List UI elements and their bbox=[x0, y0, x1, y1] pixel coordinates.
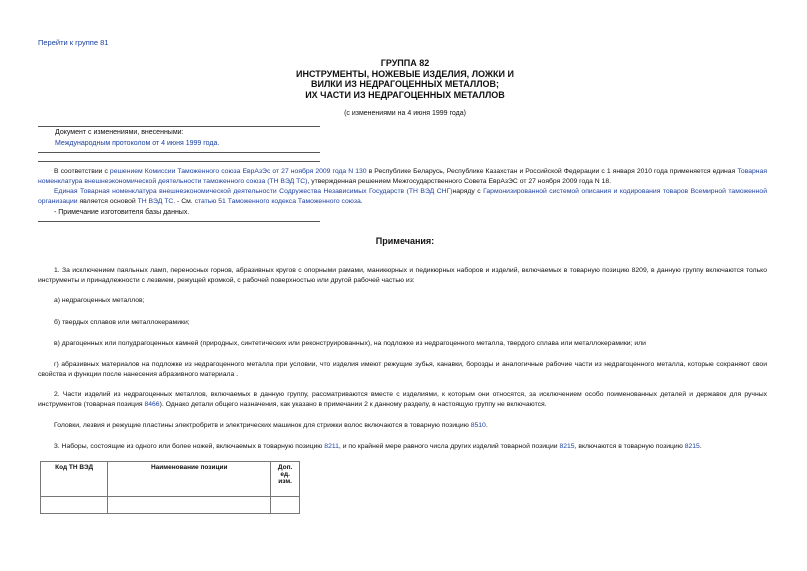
heading-8211-link[interactable]: 8211 bbox=[324, 443, 339, 450]
tnved-ts-link-2[interactable]: ТН ВЭД ТС bbox=[137, 198, 174, 205]
note-1v: в) драгоценных или полудрагоценных камней (природных, синтетических или реконструированных), на подложке из недрагоценного металла, твердого сплава или металлокерамики; или bbox=[54, 340, 646, 347]
doc-changes-label: Документ с изменениями, внесенными: bbox=[55, 129, 184, 136]
codes-table bbox=[40, 461, 300, 514]
db-maker-note: - Примечание изготовителя базы данных. bbox=[54, 209, 190, 216]
notes-heading: Примечания: bbox=[375, 236, 435, 246]
note-1a: а) недрагоценных металлов; bbox=[54, 297, 145, 304]
column-header-name: Наименование позиции bbox=[108, 462, 271, 497]
protocol-link[interactable]: Международным протоколом от 4 июня 1999 года. bbox=[55, 140, 220, 147]
tnved-ts-link[interactable]: Товарная номенклатура внешнеэкономической деятельности таможенного союза (ТН ВЭД ТС) bbox=[38, 168, 768, 185]
column-header-unit: Доп. ед. изм. bbox=[271, 462, 300, 497]
divider bbox=[38, 152, 320, 153]
note-1g: г) абразивных материалов на подложке из недрагоценного металла при условии, что изделия имеют режущие зубья, канавки, борозды и аналогичные рабочие части из недрагоценного металла, которые сохраняют свои свойства и функции после нанесения абразивного материала . bbox=[38, 361, 767, 378]
heading-8215-link[interactable]: 8215 bbox=[559, 443, 575, 450]
table-cell bbox=[108, 497, 271, 514]
note-1: 1. За исключением паяльных ламп, переносных горнов, абразивных кругов с опорными рамами, маникюрных и педикюрных наборов и изделий, включаемых в товарную позицию 8209, в данную группу включаются только инструменты и принадлежности с лезвием, режущей кромкой, с рабочей поверхностью или другой рабочей частью из: bbox=[38, 267, 767, 284]
heading-8510-link[interactable]: 8510 bbox=[470, 422, 486, 429]
divider bbox=[38, 161, 320, 162]
heading-8466-link[interactable]: 8466 bbox=[144, 401, 160, 408]
table-row bbox=[41, 497, 300, 514]
column-header-code: Код ТН ВЭД bbox=[41, 462, 108, 497]
table-header-row bbox=[41, 462, 300, 497]
intro-paragraph-2: Единая Товарная номенклатура внешнеэкономической деятельности Содружества Независимых Государств (ТН ВЭД СНГ)наряду с Гармонизированной системой описания и кодирования товаров Всемирной таможенной организации является основой ТН ВЭД ТС. - См. статью 51 Таможенного кодекса Таможенного союза. bbox=[38, 188, 767, 205]
divider bbox=[38, 126, 320, 127]
title-line: ИХ ЧАСТИ ИЗ НЕДРАГОЦЕННЫХ МЕТАЛЛОВ bbox=[305, 89, 505, 100]
page-title bbox=[200, 58, 610, 100]
customs-code-article-link[interactable]: статью 51 Таможенного кодекса Таможенного союза bbox=[194, 198, 361, 205]
title-line: ГРУППА 82 bbox=[380, 58, 430, 68]
goto-group-81-link[interactable]: Перейти к группе 81 bbox=[38, 38, 109, 47]
title-line: ИНСТРУМЕНТЫ, НОЖЕВЫЕ ИЗДЕЛИЯ, ЛОЖКИ И bbox=[296, 68, 514, 79]
commission-decision-link[interactable]: решением Комиссии Таможенного союза ЕврАзЭс от 27 ноября 2009 года N 130 bbox=[109, 168, 367, 175]
note-3: 3. Наборы, состоящие из одного или более ножей, включаемых в товарную позицию 8211, и по крайней мере равного числа других изделий товарной позиции 8215, включаются в товарную позицию 8215. bbox=[54, 443, 702, 450]
heading-8215-link-2[interactable]: 8215 bbox=[684, 443, 700, 450]
title-line: ВИЛКИ ИЗ НЕДРАГОЦЕННЫХ МЕТАЛЛОВ; bbox=[310, 79, 500, 89]
harmonized-system-link[interactable]: Гармонизированной системой описания и кодирования товаров Всемирной таможенной организации bbox=[38, 188, 767, 205]
note-heads: Головки, лезвия и режущие пластины электробритв и электрических машинок для стрижки волос включаются в товарную позицию 8510. bbox=[54, 422, 488, 429]
table-cell bbox=[271, 497, 300, 514]
note-2: 2. Части изделий из недрагоценных металлов, включаемых в данную группу, рассматриваются вместе с изделиями, к которым они относятся, за исключением особо поименованных деталей и державок для ручных инструментов (товарная позиция 8466). Однако детали общего назначения, как указано в примечании 2 к данному разделу, в настоящую группу не включаются. bbox=[38, 391, 767, 408]
tnved-sng-link[interactable]: Единая Товарная номенклатура внешнеэкономической деятельности Содружества Независимых Государств (ТН ВЭД СНГ) bbox=[54, 188, 453, 195]
intro-paragraph-1: В соответствии с решением Комиссии Таможенного союза ЕврАзЭс от 27 ноября 2009 года N 130 в Республике Беларусь, Республике Казахстан и Российской Федерации с 1 января 2010 года применяется единая Товарная номенклатура внешнеэкономической деятельности таможенного союза (ТН ВЭД ТС), утвержденная решением Межгосударственного Совета ЕврАзЭС от 27 ноября 2009 года N 18. bbox=[38, 168, 768, 185]
revision-subtitle: (с изменениями на 4 июня 1999 года) bbox=[344, 110, 466, 117]
table-cell bbox=[41, 497, 108, 514]
note-1b: б) твердых сплавов или металлокерамики; bbox=[54, 319, 190, 326]
divider bbox=[38, 221, 320, 222]
